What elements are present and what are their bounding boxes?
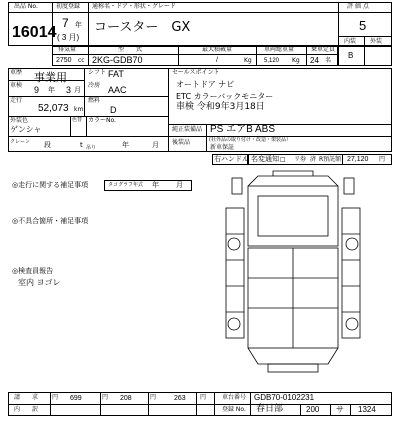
max-load-label: 最大積載量 [202, 46, 233, 53]
divider [206, 124, 207, 152]
front-cab-top [248, 176, 338, 186]
gross-weight-value: 5,120 [264, 58, 280, 64]
grade-sub-box [338, 46, 392, 66]
equipment-label: 純正装備品 [172, 126, 203, 133]
model-label: 型 式 [118, 46, 143, 53]
roof-inner [258, 196, 328, 236]
divider [8, 404, 392, 405]
rear-outline [248, 348, 338, 364]
title-notice-label: 名変通知 [251, 155, 279, 163]
lot-number: 16014 [12, 24, 57, 41]
crane-ton: t [80, 141, 83, 149]
after-parts-note: (社外品の取り付け・改造・架装品） [209, 137, 291, 143]
inspector-report-label: ◎検査員報告 [12, 267, 54, 275]
inspection-label: 車検 [10, 82, 23, 89]
color-code-label: 色替 [72, 117, 83, 123]
capacity-label: 乗車定員 [311, 46, 336, 53]
fee-value: 263 [174, 395, 186, 402]
usage-value: 事業用 [34, 71, 67, 84]
crane-month: 月 [152, 141, 159, 149]
recycle-amount: 27,120 [347, 156, 369, 163]
inspection-year-unit: 年 [48, 86, 55, 94]
recycle-amount-label: R預託額 [319, 156, 342, 163]
inspection-month: 3 [66, 85, 72, 95]
mileage-label: 走行 [10, 97, 23, 104]
color-value: ゲンシャ [10, 125, 42, 134]
roof-outline [248, 186, 338, 246]
front-left-wheel [228, 238, 240, 250]
tacho-label: タコグラフ年式 [108, 182, 144, 188]
divider [350, 404, 351, 416]
inspector-report-text: 室内 ヨゴレ [18, 278, 61, 287]
color-no-label: カラーNo. [88, 117, 116, 124]
reg-area: 春日部 [256, 404, 284, 414]
divider [196, 392, 197, 416]
divider [214, 392, 215, 416]
steering-value: 右ハンドル [214, 155, 249, 163]
rear-left-wheel [228, 318, 240, 330]
yen-mark: 円 [150, 394, 157, 401]
selling-points-label: セールスポイント [172, 69, 220, 76]
divider [50, 392, 51, 416]
grade-value: 5 [359, 18, 367, 33]
vehicle-damage-diagram [218, 168, 368, 378]
equipment-value: PS エアB ABS [210, 124, 276, 135]
divider [330, 404, 331, 416]
max-load-unit: Kg [244, 57, 252, 64]
fee-value: 699 [70, 395, 82, 402]
color-label: 外装色 [10, 117, 29, 124]
divider [306, 46, 307, 66]
gross-weight-unit: Kg [292, 57, 300, 64]
frame-number: GDB70-0102231 [254, 393, 315, 402]
divider [8, 12, 392, 13]
right-mirror [344, 178, 354, 194]
fuel-value: D [110, 105, 117, 115]
after-parts-label: 後装品 [172, 139, 191, 146]
tacho-year: 年 [152, 181, 159, 189]
fuel-label: 燃料 [88, 97, 101, 104]
title-notice-mark: □ [280, 156, 286, 163]
defect-notes-label: ◎不具合箇所・補足事項 [12, 217, 89, 225]
displacement-unit: cc [78, 57, 85, 64]
front-bumper-top [273, 171, 313, 176]
selling-point-line: オートドア ナビ [176, 80, 235, 89]
usage-label: 車歴 [10, 69, 23, 76]
crane-year: 年 [122, 141, 129, 149]
model-value: 2KG-GDB70 [92, 55, 143, 65]
left-mirror [232, 178, 242, 194]
tacho-month: 月 [176, 181, 183, 189]
grade-label: 評 価 点 [347, 3, 369, 10]
fee-value: 208 [120, 395, 132, 402]
divider [256, 46, 257, 66]
car-name-label: 通称名・ドア・形状・グレード [92, 3, 176, 10]
divider [88, 2, 89, 46]
crane-label: クレーン [10, 139, 30, 145]
divider [148, 392, 149, 416]
rear-right-wheel [346, 318, 358, 330]
interior-grade: B [348, 51, 354, 60]
reg-kana: サ [336, 405, 344, 414]
ac-value: AAC [108, 85, 127, 95]
yen-mark: 円 [52, 394, 59, 401]
divider [84, 68, 85, 116]
yen-mark: 円 [102, 394, 109, 401]
selling-point-line: ETC カラーバックモニター [176, 92, 274, 101]
divider [342, 154, 343, 165]
shift-label: シフト [88, 69, 107, 76]
capacity-unit: 名 [325, 57, 332, 64]
mileage-unit: km [74, 106, 84, 113]
rear-bumper [268, 364, 318, 372]
first-reg-year: 7 [62, 16, 69, 30]
divider [70, 116, 71, 136]
recycle-ticket-label: リ券 [294, 156, 307, 163]
left-side-panel [226, 208, 244, 338]
new-car-warranty-label: 新車保証 [210, 144, 235, 151]
divider [8, 136, 168, 137]
divider [168, 68, 169, 152]
year-unit: 年 [75, 21, 82, 29]
car-name: コースター GX [94, 20, 191, 35]
inspection-month-unit: 月 [74, 86, 81, 94]
right-side-panel [342, 208, 360, 338]
shift-value: FAT [108, 69, 124, 79]
seikyu-label: 請 求 [14, 394, 39, 401]
divider [178, 46, 179, 66]
mileage-value: 52,073 [38, 103, 69, 114]
exterior-label: 外装 [370, 38, 383, 45]
reg-number-label: 登録 No. [222, 406, 246, 413]
first-reg-month: ( 3 月) [57, 33, 80, 42]
divider [300, 404, 301, 416]
lot-label: 出品 No. [14, 3, 38, 10]
inspection-year: 9 [34, 85, 40, 95]
ac-label: 冷房 [88, 82, 101, 89]
recycle-yen: 円 [379, 156, 386, 163]
divider [250, 392, 251, 416]
slash: / [216, 57, 218, 64]
divider [338, 36, 392, 37]
recycle-status: 済 [310, 156, 317, 163]
interior-label: 内装 [344, 38, 357, 45]
frame-number-label: 車台番号 [222, 394, 247, 401]
divider [88, 46, 89, 66]
divider [168, 124, 392, 125]
displacement-label: 排気量 [58, 46, 77, 53]
displacement-value: 2750 [56, 57, 72, 64]
divider [100, 392, 101, 416]
running-notes-label: ◎走行に関する補足事項 [12, 181, 89, 189]
crane-hang: 吊り [86, 145, 97, 151]
crane-stage: 段 [44, 141, 51, 149]
divider [86, 116, 87, 136]
capacity-value: 24 [310, 56, 319, 65]
front-right-wheel [346, 238, 358, 250]
gross-weight-label: 車両総重量 [264, 46, 295, 53]
uchiwake-label: 内 訳 [14, 406, 39, 413]
reg-class: 200 [306, 405, 320, 414]
yen-mark: 円 [200, 394, 207, 401]
selling-point-line: 車検 令和9年3月18日 [176, 102, 265, 112]
first-reg-label: 初度登録 [56, 3, 81, 10]
reg-number: 1324 [358, 405, 376, 414]
